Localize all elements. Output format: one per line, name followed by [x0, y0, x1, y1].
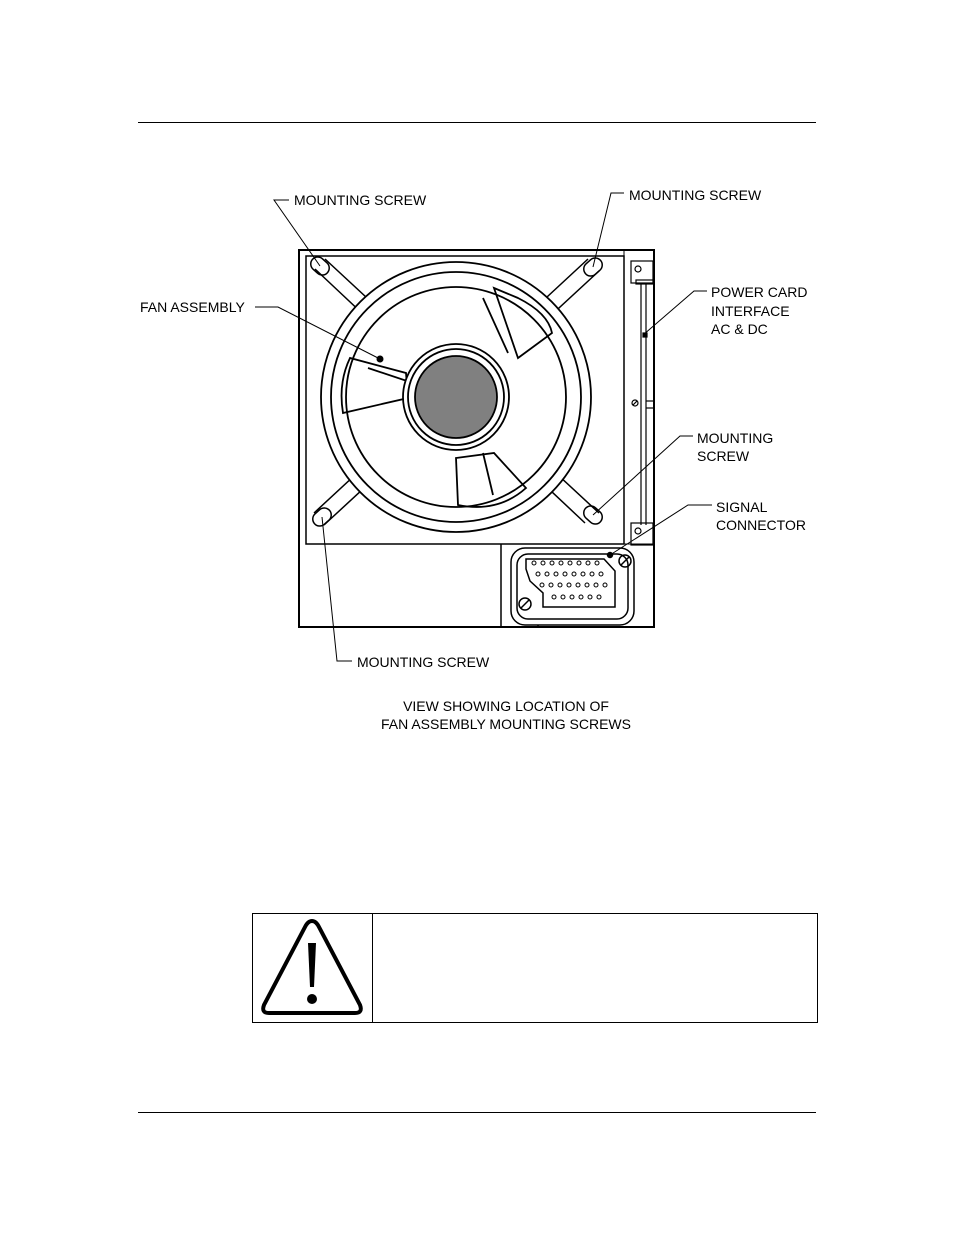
figure-caption-line2: FAN ASSEMBLY MOUNTING SCREWS [381, 716, 631, 732]
fan-rotor [321, 262, 591, 532]
label-power-card-1: POWER CARD [711, 284, 808, 300]
label-screw-top-left: MOUNTING SCREW [294, 192, 427, 208]
label-screw-bottom: MOUNTING SCREW [357, 654, 490, 670]
label-power-card-2: INTERFACE [711, 303, 790, 319]
footer-rule [138, 1112, 816, 1113]
warning-box [252, 913, 818, 1023]
fan-assembly-figure [138, 183, 818, 733]
label-signal-1: SIGNAL [716, 499, 768, 515]
label-screw-top-right: MOUNTING SCREW [629, 187, 762, 203]
label-power-card-3: AC & DC [711, 321, 768, 337]
signal-connector [511, 548, 634, 627]
label-screw-right-2: SCREW [697, 448, 750, 464]
header-rule [138, 122, 816, 123]
label-fan-assembly: FAN ASSEMBLY [140, 299, 245, 315]
warning-icon-cell [253, 914, 373, 1022]
warning-triangle-icon [259, 917, 365, 1021]
label-signal-2: CONNECTOR [716, 517, 806, 533]
figure-caption-line1: VIEW SHOWING LOCATION OF [403, 698, 609, 714]
label-screw-right-1: MOUNTING [697, 430, 774, 446]
power-card-rail [631, 261, 654, 545]
